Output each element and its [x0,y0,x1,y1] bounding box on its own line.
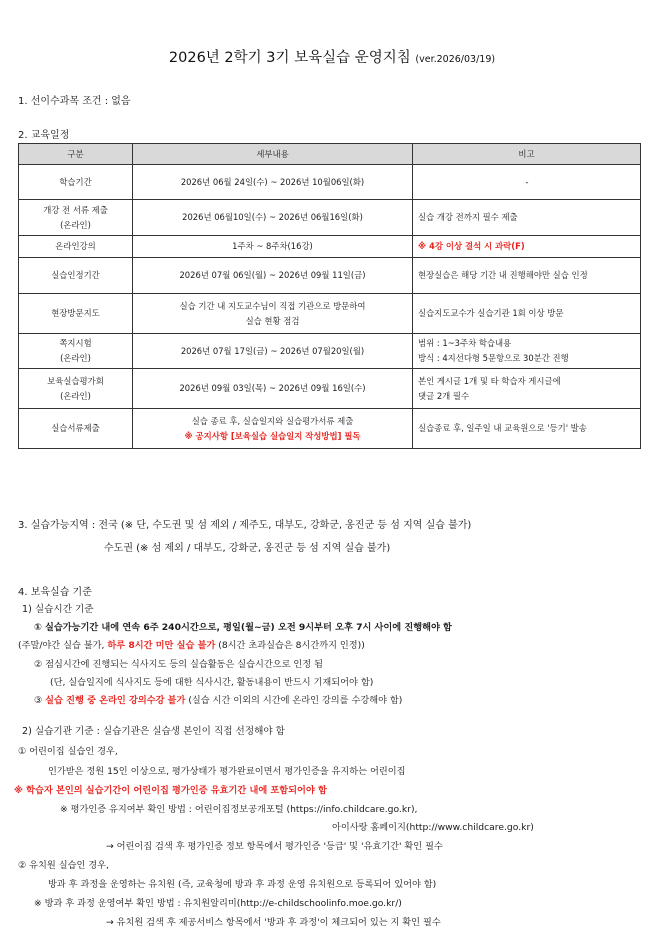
document-title [0,46,664,67]
cell-detail-line: 2026년 09월 03일(목) ~ 2026년 09월 16일(수) [179,383,366,393]
cell-note-line: 방식 : 4지선다형 5문항으로 30분간 진행 [418,353,569,363]
daycare-check-site: 아이사랑 홈페이지(http://www.childcare.go.kr) [332,822,534,833]
cell-note [413,165,641,200]
cell-note-line: 실습종료 후, 일주일 내 교육원으로 '등기' 발송 [418,423,587,433]
daycare-requirement: 인가받은 정원 15인 이상으로, 평가상태가 평가완료이면서 평가인증을 유지하는 어린이집 [48,766,406,777]
cell-category-line: 쪽지시험 [59,338,92,348]
criteria-time-heading: 1) 실습시간 기준 [22,604,94,615]
daycare-heading: ① 어린이집 실습인 경우, [18,746,118,757]
table-row [19,236,641,258]
section-region-line2: 수도권 (※ 섬 제외 / 대부도, 강화군, 옹진군 등 섬 지역 실습 불가) [104,543,391,554]
cell-detail-line: 실습 현황 점검 [245,315,300,326]
section-prerequisite: 1. 선이수과목 조건 : 없음 [18,96,131,107]
cell-detail-line: 2026년 06월10일(수) ~ 2026년 06월16일(화) [182,212,363,222]
cell-detail-line: ※ 공지사항 [보육실습 실습일지 작성방법] 필독 [184,430,361,441]
cell-note-line: 본인 게시글 1개 및 타 학습자 게시글에 [418,375,561,386]
cell-detail [133,294,413,334]
title-main: 2026년 2학기 3기 보육실습 운영지침 [168,50,411,66]
table-row [19,409,641,449]
cell-category [19,409,133,449]
header-category: 구분 [19,144,133,165]
cell-detail-line: 2026년 07월 17일(금) ~ 2026년 07월20일(월) [180,345,365,356]
schedule-table [18,143,641,449]
no-short-day-warning: 하루 8시간 미만 실습 불가 [107,640,216,651]
cell-note-line: 실습지도교수가 실습기관 1회 이상 방문 [418,308,564,318]
daycare-validity-warning: ※ 학습자 본인의 실습기간이 어린이집 평가인증 유효기간 내에 포함되어야 함 [14,785,327,796]
cell-note-line: 실습 개강 전까지 필수 제출 [418,212,518,222]
criteria-time-item2-note: (단, 실습일지에 식사지도 등에 대한 식사시간, 활동내용이 반드시 기재되어야 함) [50,677,374,688]
cell-category-line: 학습기간 [59,176,92,187]
cell-category-line: 실습인정기간 [51,270,100,280]
table-row [19,200,641,236]
cell-category-line: (온라인) [60,219,91,230]
cell-note [413,369,641,409]
section-criteria-heading: 4. 보육실습 기준 [18,587,92,598]
cell-category [19,165,133,200]
cell-note-line: 댓글 2개 필수 [418,390,470,401]
cell-note [413,409,641,449]
kindergarten-heading: ② 유치원 실습인 경우, [18,860,109,871]
cell-note-line: - [525,176,529,187]
table-row [19,294,641,334]
cell-category [19,236,133,258]
section-region-line1: 3. 실습가능지역 : 전국 (※ 단, 수도권 및 섬 제외 / 제주도, 대부도, 강화군, 옹진군 등 섬 지역 실습 불가) [18,520,472,531]
cell-detail-line: 2026년 06월 24일(수) ~ 2026년 10월06일(화) [180,176,365,187]
table-row [19,258,641,294]
cell-detail [133,236,413,258]
cell-category [19,294,133,334]
section-schedule-heading: 2. 교육일정 [18,130,70,141]
cell-note [413,236,641,258]
daycare-check-method: ※ 평가인증 유지여부 확인 방법 : 어린이집정보공개포털 (https://info.childcare.go.kr), [60,804,418,815]
cell-category [19,258,133,294]
cell-detail [133,165,413,200]
cell-category [19,369,133,409]
cell-note-line: 범위 : 1~3주차 학습내용 [418,338,512,348]
kindergarten-check-method: ※ 방과 후 과정 운영여부 확인 방법 : 유치원알리미(http://e-childschoolinfo.moe.go.kr/) [34,898,402,909]
cell-detail [133,200,413,236]
cell-category [19,334,133,369]
cell-note-line: ※ 4강 이상 결석 시 과락(F) [418,241,525,251]
table-row [19,165,641,200]
kindergarten-requirement: 방과 후 과정을 운영하는 유치원 (즉, 교육청에 방과 후 과정 운영 유치원으로 등록되어 있어야 함) [48,879,437,890]
criteria-time-item3: ③ 실습 진행 중 온라인 강의수강 불가 (실습 시간 이외의 시간에 온라인 강의를 수강해야 함) [34,695,403,706]
cell-category-line: 개강 전 서류 제출 [43,204,108,215]
cell-detail-line: 2026년 07월 06일(월) ~ 2026년 09월 11일(금) [179,270,366,280]
cell-detail [133,258,413,294]
cell-note [413,334,641,369]
table-row [19,334,641,369]
cell-category-line: (온라인) [60,390,91,401]
cell-category-line: (온라인) [60,353,91,363]
header-detail: 세부내용 [133,144,413,165]
cell-note [413,294,641,334]
cell-detail-line: 실습 기간 내 지도교수님이 직접 기관으로 방문하여 [179,300,366,311]
table-header-row [19,144,641,165]
criteria-time-item1: ① 실습가능기간 내에 연속 6주 240시간으로, 평일(월~금) 오전 9시부터 오후 7시 사이에 진행해야 함 [34,622,452,633]
cell-detail [133,334,413,369]
cell-note [413,200,641,236]
cell-category-line: 온라인강의 [55,241,96,251]
cell-note [413,258,641,294]
kindergarten-check-step: → 유치원 검색 후 제공서비스 항목에서 '방과 후 과정'이 체크되어 있는 지 확인 필수 [106,917,441,928]
header-note: 비고 [413,144,641,165]
cell-category-line: 실습서류제출 [51,423,100,433]
daycare-check-step: → 어린이집 검색 후 평가인증 정보 항목에서 평가인증 '등급' 및 '유효기간' 확인 필수 [106,841,443,852]
cell-category-line: 보육실습평가회 [47,375,104,386]
cell-detail-line: 실습 종료 후, 실습일지와 실습평가서류 제출 [191,415,354,426]
cell-detail [133,369,413,409]
title-version: (ver.2026/03/19) [415,54,496,65]
cell-category-line: 현장방문지도 [51,308,100,318]
cell-category [19,200,133,236]
cell-detail [133,409,413,449]
cell-detail-line: 1주차 ~ 8주차(16강) [232,241,313,251]
table-row [19,369,641,409]
no-online-lecture-warning: 실습 진행 중 온라인 강의수강 불가 [45,695,186,706]
criteria-time-item2: ② 점심시간에 진행되는 식사지도 등의 실습활동은 실습시간으로 인정 됨 [34,659,323,670]
criteria-time-item1-note: (주말/야간 실습 불가, 하루 8시간 미만 실습 불가 (8시간 초과실습은 8시간까지 인정)) [18,640,365,651]
cell-note-line: 현장실습은 해당 기간 내 진행해야만 실습 인정 [418,270,588,280]
criteria-institution-heading: 2) 실습기관 기준 : 실습기관은 실습생 본인이 직접 선정해야 함 [22,726,285,737]
